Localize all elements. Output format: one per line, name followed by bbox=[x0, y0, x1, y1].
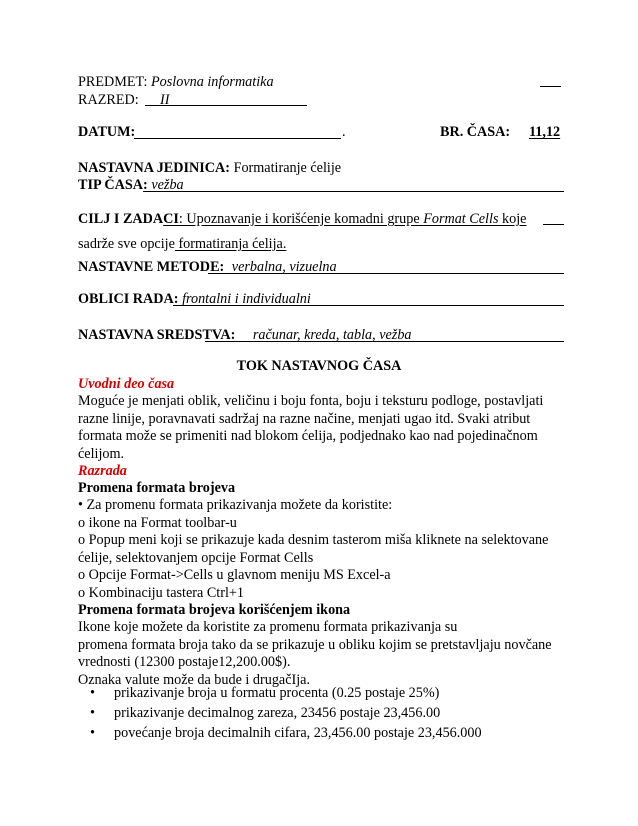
jedinica-label: NASTAVNA JEDINICA: bbox=[78, 160, 231, 176]
bullet-dot-icon: • bbox=[90, 704, 95, 721]
predmet-value: Poslovna informatika bbox=[151, 74, 274, 90]
predmet-label: PREDMET: bbox=[78, 74, 148, 90]
bullet-item bbox=[90, 704, 560, 724]
metode-value: verbalna, vizuelna bbox=[231, 259, 337, 275]
cilj-text-2: koje bbox=[498, 211, 527, 227]
oblici-rule bbox=[173, 305, 564, 306]
uvodni-heading: Uvodni deo časa bbox=[78, 376, 175, 392]
metode-rule bbox=[208, 273, 564, 274]
text2-rest: promena formata broja tako da se prikazuje u obliku kojim se pretstavljaju novčane vrednosti (12300 postaje12,200.00$). bbox=[78, 636, 552, 671]
sredstva-label: NASTAVNA SREDST bbox=[78, 327, 212, 343]
datum-label: DATUM: bbox=[78, 124, 136, 140]
bullet-dot-icon: • bbox=[90, 685, 95, 701]
br-casa-value: 11,12 bbox=[529, 124, 561, 140]
cilj-row bbox=[78, 211, 526, 228]
razrada-line: o Popup meni koji se prikazuje kada desnim tasterom miša kliknete na selektovane ćelije, selektovanjem opcije Format Cells bbox=[78, 532, 549, 566]
cilj-text-italic: Format Cells bbox=[423, 211, 499, 227]
bullet-item bbox=[90, 684, 560, 704]
bullet-text: prikazivanje decimalnog zareza, 23456 postaje 23,456.00 bbox=[114, 704, 441, 721]
jedinica-row bbox=[78, 160, 341, 177]
jedinica-value: Formatiranje ćelije bbox=[233, 160, 342, 176]
razrada-line: o ikone na Format toolbar-u bbox=[78, 514, 237, 531]
metode-label-underlined: E: bbox=[210, 259, 225, 275]
bullet-text: povećanje broja decimalnih cifara, 23,456.00 postaje 23,456.000 bbox=[114, 724, 482, 741]
cilj-label-underlined: CI bbox=[163, 211, 179, 227]
razrada-paragraph-2 bbox=[78, 619, 564, 689]
predmet-row bbox=[78, 74, 274, 91]
cilj-text-1: : Upoznavanje i korišćenje komadni grupe bbox=[178, 211, 424, 227]
sredstva-rule bbox=[205, 341, 564, 342]
tip-casa-label: TIP ČASA bbox=[78, 177, 144, 193]
section-title: TOK NASTAVNOG ČASA bbox=[236, 358, 402, 374]
text2-line3: Oznaka valute može da bude i drugačIja. bbox=[78, 671, 311, 688]
datum-rule bbox=[134, 138, 341, 139]
cilj-label: CILJ I ZADA bbox=[78, 211, 164, 227]
text2-line1: Ikone koje možete da koristite za promenu formata prikazivanja su bbox=[78, 619, 458, 635]
razred-row bbox=[78, 92, 139, 109]
razrada-list bbox=[78, 497, 564, 603]
razrada-line: o Kombinaciju tastera Ctrl+1 bbox=[78, 584, 244, 601]
cilj-row-2 bbox=[78, 236, 286, 253]
bullet-text: prikazivanje broja u formatu procenta (0.25 postaje 25%) bbox=[114, 685, 440, 701]
br-casa-label: BR. ČASA: bbox=[440, 124, 511, 140]
metode-label: NASTAVNE METOD bbox=[78, 259, 211, 275]
bullet-dot-icon: • bbox=[90, 724, 95, 741]
sredstva-value: računar, kreda, tabla, vežba bbox=[252, 327, 412, 343]
oblici-value: frontalni i individualni bbox=[182, 291, 311, 307]
tip-casa-colon: : bbox=[143, 177, 148, 193]
razrada-subheading-1: Promena formata brojeva bbox=[78, 480, 236, 496]
uvodni-paragraph: Moguće je menjati oblik, veličinu i boju fonta, boju i teksturu podloge, postavljati razne linije, poravnavati sadržaj na razne načine, menjati ugao itd. Svaki atribut formata može se primeniti nad blokom ćelija, podjednako kao nad pojedinačnom ćelijom. bbox=[78, 393, 544, 462]
tip-casa-value: vežba bbox=[151, 177, 184, 193]
razrada-subheading-2: Promena formata brojeva korišćenjem ikona bbox=[78, 602, 351, 618]
datum-dot: . bbox=[342, 124, 346, 140]
cilj-line2-a: sadrže sve opcije bbox=[78, 236, 175, 252]
razred-value: II bbox=[160, 92, 170, 108]
oblici-label: OBLICI RADA bbox=[78, 291, 174, 307]
razrada-line: o Opcije Format->Cells u glavnom meniju MS Excel-a bbox=[78, 567, 391, 584]
tip-casa-rule bbox=[144, 191, 564, 192]
cilj-end-rule bbox=[543, 224, 564, 225]
oblici-label-underlined: : bbox=[173, 291, 179, 307]
bullet-list bbox=[90, 684, 560, 743]
sredstva-label-underlined: VA: bbox=[211, 327, 236, 343]
predmet-end-rule bbox=[540, 86, 561, 87]
razrada-line: • Za promenu formata prikazivanja možete da koristite: bbox=[78, 497, 393, 513]
razrada-heading: Razrada bbox=[78, 463, 127, 479]
cilj-line2-b: formatiranja ćelija. bbox=[174, 236, 287, 252]
razred-label: RAZRED: bbox=[78, 92, 139, 108]
bullet-item bbox=[90, 724, 560, 744]
